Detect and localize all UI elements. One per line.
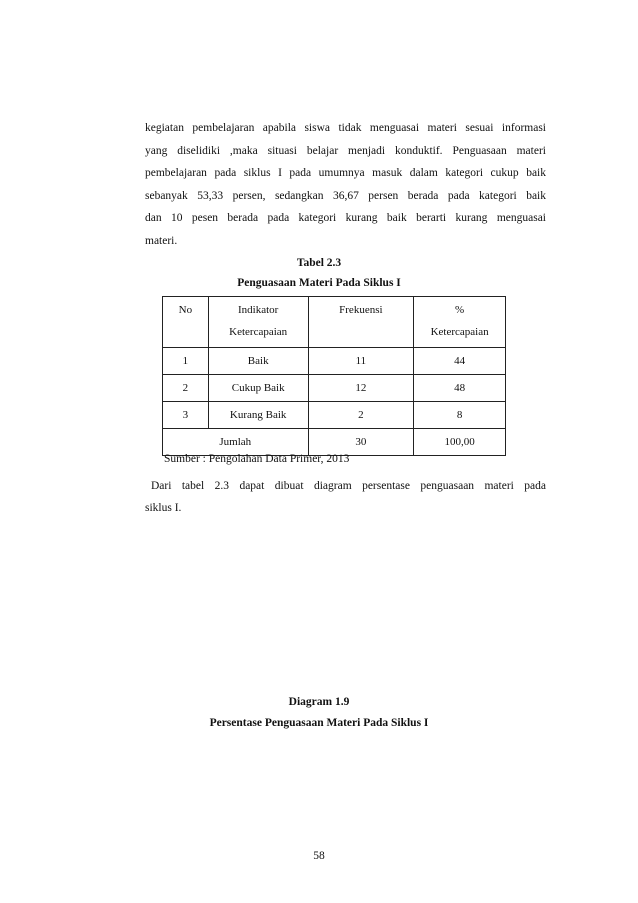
- paragraph-line: siklus I.: [145, 502, 182, 514]
- table-source: Sumber : Pengolahan Data Primer, 2013: [164, 453, 350, 465]
- table-total-row: [163, 429, 506, 456]
- table-row: [163, 375, 506, 402]
- header-persen: % Ketercapaian: [414, 297, 506, 348]
- paragraph-line: pembelajaran pada siklus I pada umumnya masuk dalam kategori cukup baik: [145, 167, 546, 179]
- header-indikator: Indikator Ketercapaian: [208, 297, 308, 348]
- cell-total-label: Jumlah: [163, 429, 309, 456]
- paragraph-2-continued: [145, 497, 546, 520]
- cell-total-persen: 100,00: [414, 429, 506, 456]
- paragraph-line: dan 10 pesen berada pada kategori kurang baik berarti kurang menguasai: [145, 212, 546, 224]
- cell-frekuensi: 11: [308, 348, 414, 375]
- cell-persen: 8: [414, 402, 506, 429]
- cell-frekuensi: 2: [308, 402, 414, 429]
- cell-indikator: Kurang Baik: [208, 402, 308, 429]
- paragraph-line: Dari tabel 2.3 dapat dibuat diagram persentase penguasaan materi pada: [151, 480, 546, 492]
- cell-indikator: Baik: [208, 348, 308, 375]
- paragraph-2: [151, 475, 546, 498]
- cell-frekuensi: 12: [308, 375, 414, 402]
- cell-total-frekuensi: 30: [308, 429, 414, 456]
- table-row: [163, 348, 506, 375]
- table-header-row: [163, 297, 506, 348]
- diagram-label: Diagram 1.9: [288, 696, 350, 708]
- cell-indikator: Cukup Baik: [208, 375, 308, 402]
- header-frekuensi: Frekuensi: [308, 297, 414, 348]
- cell-no: 2: [163, 375, 209, 402]
- cell-persen: 48: [414, 375, 506, 402]
- diagram-title: Persentase Penguasaan Materi Pada Siklus I: [209, 717, 429, 729]
- header-no: No: [163, 297, 209, 348]
- cell-persen: 44: [414, 348, 506, 375]
- cell-no: 1: [163, 348, 209, 375]
- paragraph-1: [145, 117, 546, 252]
- paragraph-line: sebanyak 53,33 persen, sedangkan 36,67 persen berada pada kategori baik: [145, 189, 546, 202]
- cell-no: 3: [163, 402, 209, 429]
- table-label: Tabel 2.3: [296, 257, 342, 269]
- paragraph-line: yang diselidiki ,maka situasi belajar menjadi konduktif. Penguasaan materi: [145, 144, 546, 157]
- paragraph-line: kegiatan pembelajaran apabila siswa tidak menguasai materi sesuai informasi: [145, 122, 546, 134]
- paragraph-line: materi.: [145, 234, 178, 247]
- data-table: [162, 296, 506, 456]
- table-row: [163, 402, 506, 429]
- table-title: Penguasaan Materi Pada Siklus I: [237, 277, 401, 289]
- page-number: 58: [313, 850, 325, 862]
